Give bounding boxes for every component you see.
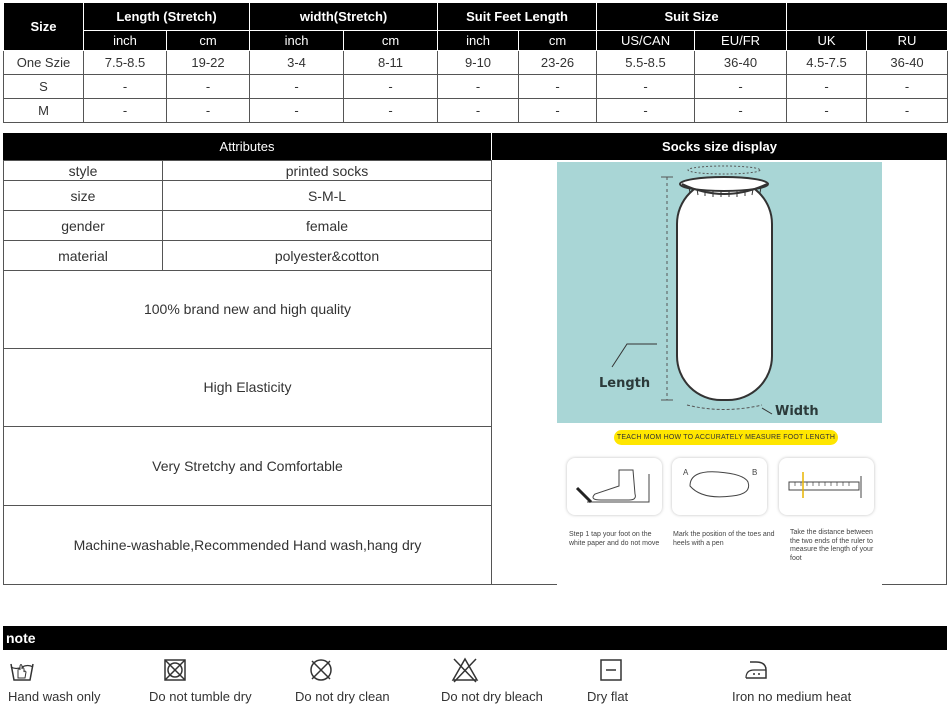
suit-size-group-header: Suit Size	[597, 3, 787, 31]
iron-icon	[742, 656, 770, 684]
width-group-header: width(Stretch)	[250, 3, 438, 31]
ruler-icon	[779, 458, 874, 515]
attributes-heading: Attributes	[3, 133, 491, 160]
foot-outline-icon	[672, 458, 767, 515]
table-cell: -	[695, 99, 787, 123]
care-label: Hand wash only	[8, 689, 101, 704]
table-cell: -	[597, 75, 695, 99]
step-text: Mark the position of the toes and heels with a pen	[673, 531, 775, 547]
attribute-row	[4, 161, 492, 181]
row-label: S	[4, 75, 84, 99]
table-row	[4, 51, 948, 75]
table-cell: 7.5-8.5	[84, 51, 167, 75]
table-cell: 4.5-7.5	[787, 51, 867, 75]
socks-size-display-heading: Socks size display	[492, 133, 947, 160]
step-card-mark	[672, 458, 767, 515]
table-row	[4, 75, 948, 99]
feature-item: Machine-washable,Recommended Hand wash,hang dry	[73, 536, 422, 553]
unit-header: US/CAN	[597, 31, 695, 51]
feature-item: Very Stretchy and Comfortable	[4, 427, 491, 506]
table-cell: 19-22	[167, 51, 250, 75]
attribute-key: style	[4, 161, 163, 181]
point-b-label: B	[752, 468, 758, 477]
care-label: Do not dry bleach	[441, 689, 543, 704]
table-cell: 9-10	[438, 51, 519, 75]
table-cell: -	[344, 75, 438, 99]
row-label: M	[4, 99, 84, 123]
foot-on-paper-icon	[567, 458, 662, 515]
table-cell: -	[695, 75, 787, 99]
table-cell: 23-26	[519, 51, 597, 75]
step-card-ruler	[779, 458, 874, 515]
measure-instructions	[557, 423, 882, 585]
hand-wash-icon	[8, 656, 36, 684]
table-cell: -	[519, 99, 597, 123]
table-cell: -	[867, 75, 948, 99]
unit-header: cm	[519, 31, 597, 51]
dry-flat-icon	[597, 656, 625, 684]
care-label: Do not dry clean	[295, 689, 390, 704]
table-cell: -	[438, 75, 519, 99]
no-bleach-icon	[451, 656, 479, 684]
table-cell: -	[167, 75, 250, 99]
attribute-value: female	[163, 211, 492, 241]
attribute-row	[4, 181, 492, 211]
size-table-unit-row	[4, 31, 948, 51]
row-label: One Szie	[4, 51, 84, 75]
step-text: Take the distance between the two ends of the ruler to measure the length of your foot	[790, 529, 874, 562]
empty-group-header	[787, 3, 948, 31]
table-cell: -	[167, 99, 250, 123]
table-cell: -	[344, 99, 438, 123]
no-dry-clean-icon	[307, 656, 335, 684]
unit-header: cm	[344, 31, 438, 51]
table-cell: 36-40	[695, 51, 787, 75]
feature-item: High Elasticity	[4, 349, 491, 428]
no-tumble-dry-icon	[161, 656, 189, 684]
table-cell: -	[250, 99, 344, 123]
care-item	[8, 656, 101, 711]
unit-header: UK	[787, 31, 867, 51]
attribute-value: polyester&cotton	[163, 241, 492, 271]
length-label: Length	[599, 376, 651, 391]
table-row	[4, 99, 948, 123]
step-text: Step 1 tap your foot on the white paper and do not move	[569, 531, 660, 547]
table-cell: -	[519, 75, 597, 99]
sock-illustration	[557, 162, 882, 423]
table-cell: -	[597, 99, 695, 123]
care-item	[587, 656, 628, 711]
care-item	[441, 656, 543, 711]
unit-header: cm	[167, 31, 250, 51]
attribute-key: material	[4, 241, 163, 271]
table-cell: -	[84, 75, 167, 99]
length-group-header: Length (Stretch)	[84, 3, 250, 31]
point-a-label: A	[683, 468, 689, 477]
attribute-value: S-M-L	[163, 181, 492, 211]
attributes-table	[3, 160, 492, 271]
unit-header: EU/FR	[695, 31, 787, 51]
note-heading: note	[3, 626, 947, 650]
step-card-foot	[567, 458, 662, 515]
table-cell: 5.5-8.5	[597, 51, 695, 75]
care-label: Dry flat	[587, 689, 629, 704]
width-label: Width	[775, 404, 819, 419]
care-label: Do not tumble dry	[149, 689, 252, 704]
table-cell: 3-4	[250, 51, 344, 75]
size-table-group-row	[4, 3, 948, 31]
unit-header: inch	[84, 31, 167, 51]
table-cell: -	[250, 75, 344, 99]
attribute-key: size	[4, 181, 163, 211]
care-item	[732, 656, 851, 711]
care-item	[295, 656, 390, 711]
table-cell: -	[787, 75, 867, 99]
unit-header: inch	[438, 31, 519, 51]
attribute-row	[4, 211, 492, 241]
size-chart-table	[3, 2, 948, 123]
care-label: Iron no medium heat	[732, 689, 852, 704]
table-cell: -	[867, 99, 948, 123]
unit-header: RU	[867, 31, 948, 51]
unit-header: inch	[250, 31, 344, 51]
table-cell: -	[438, 99, 519, 123]
attribute-value: printed socks	[163, 161, 492, 181]
table-cell: -	[787, 99, 867, 123]
feature-item: 100% brand new and high quality	[4, 270, 491, 349]
table-cell: 8-11	[344, 51, 438, 75]
socks-size-display-panel	[491, 160, 947, 585]
feature-list	[3, 270, 492, 585]
table-cell: -	[84, 99, 167, 123]
attribute-key: gender	[4, 211, 163, 241]
table-cell: 36-40	[867, 51, 948, 75]
size-corner-header: Size	[4, 3, 84, 51]
care-item	[149, 656, 252, 711]
feet-length-group-header: Suit Feet Length	[438, 3, 597, 31]
attribute-row	[4, 241, 492, 271]
measure-banner: TEACH MOM HOW TO ACCURATELY MEASURE FOOT LENGTH	[614, 430, 838, 445]
